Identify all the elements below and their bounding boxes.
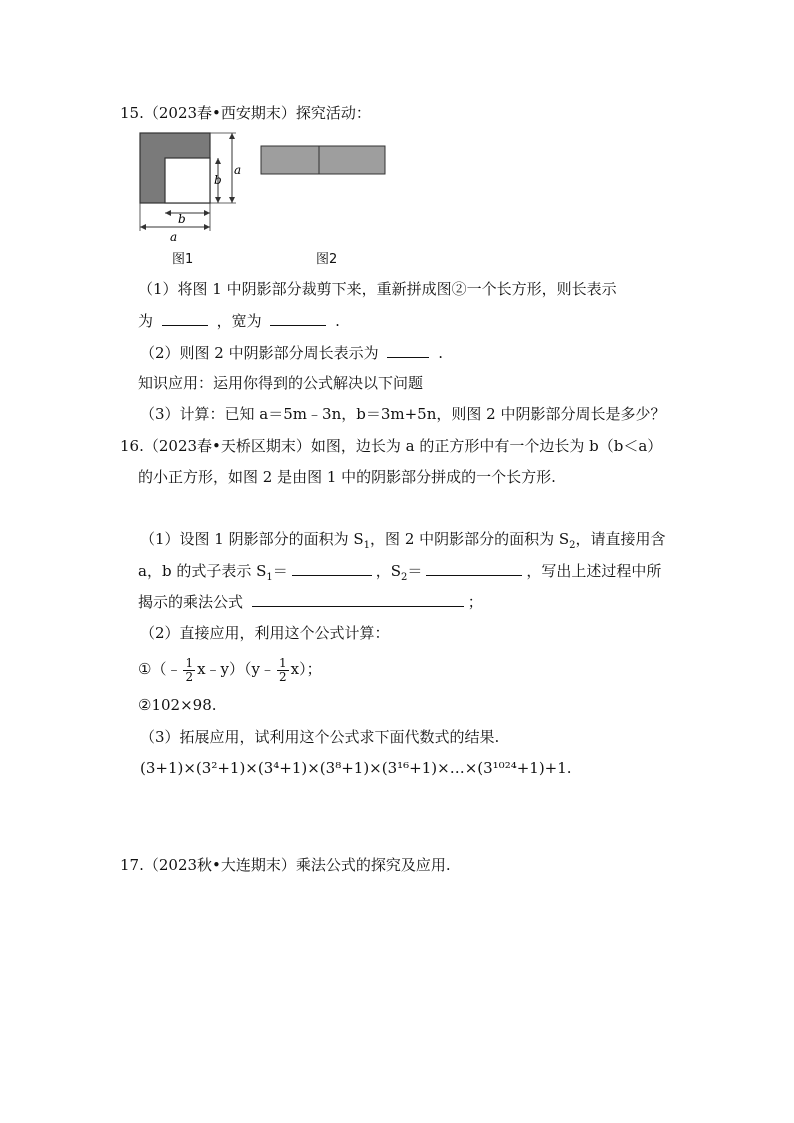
text: 揭示的乘法公式 <box>138 593 244 611</box>
text: ，图 2 中阴影部分的面积为 S <box>370 530 570 548</box>
subscript: 2 <box>401 572 408 583</box>
answer-blank-s1 <box>292 561 372 576</box>
q16-part1-line3 <box>138 592 483 612</box>
text: x）； <box>290 660 322 678</box>
label-b-horizontal: b <box>178 212 186 226</box>
inner-square <box>165 158 210 203</box>
answer-blank-perimeter <box>387 343 429 358</box>
q15-part1: （1）将图 1 中阴影部分裁剪下来，重新拼成图②一个长方形，则长表示 <box>138 280 617 298</box>
text: ； <box>467 593 483 611</box>
text: ①（﹣ <box>138 660 182 678</box>
q16-expression-1 <box>138 656 322 684</box>
text: . <box>438 344 443 362</box>
text: ，S <box>375 562 402 580</box>
text: 为 <box>138 312 154 330</box>
text: ＝ <box>272 562 288 580</box>
label-a-vertical: a <box>234 163 242 177</box>
q16-line1: 16.（2023春•天桥区期末）如图，边长为 a 的正方形中有一个边长为 b（b＜a） <box>120 437 663 455</box>
q16-part3: （3）拓展应用，试利用这个公式求下面代数式的结果. <box>140 728 500 746</box>
fig2-caption: 图2 <box>316 252 338 267</box>
text: ，写出上述过程中所 <box>526 562 662 580</box>
text: （1）设图 1 阴影部分的面积为 S <box>140 530 364 548</box>
text: （2）则图 2 中阴影部分周长表示为 <box>140 344 379 362</box>
figure-1 <box>130 125 255 243</box>
figure-2 <box>260 145 388 177</box>
q15-knowledge: 知识应用：运用你得到的公式解决以下问题 <box>138 374 424 392</box>
text: ，宽为 <box>216 312 262 330</box>
denominator: 2 <box>185 669 194 684</box>
label-b-vertical: b <box>214 173 222 187</box>
q15-part3: （3）计算：已知 a＝5m﹣3n，b＝3m+5n，则图 2 中阴影部分周长是多少？ <box>140 405 666 423</box>
text: ＝ <box>407 562 423 580</box>
q16-product-expression: (3+1)×(3²+1)×(3⁴+1)×(3⁸+1)×(3¹⁶+1)×…×(3¹⁰²⁴+1)+1. <box>140 759 572 777</box>
denominator: 2 <box>279 669 287 684</box>
q16-expression-2: ②102×98. <box>138 696 217 714</box>
q16-line2: 的小正方形，如图 2 是由图 1 中的阴影部分拼成的一个长方形. <box>138 468 556 486</box>
fig1-caption: 图1 <box>172 252 194 267</box>
text: x﹣y）（y﹣ <box>197 660 276 678</box>
text: ，请直接用含 <box>575 530 666 548</box>
answer-blank-s2 <box>426 561 522 576</box>
answer-blank-length <box>162 311 208 326</box>
q15-header: 15.（2023春•西安期末）探究活动： <box>120 104 371 122</box>
q17-header: 17.（2023秋•大连期末）乘法公式的探究及应用. <box>120 856 451 874</box>
answer-blank-width <box>270 311 326 326</box>
q16-part2: （2）直接应用，利用这个公式计算： <box>140 624 390 642</box>
subscript: 1 <box>266 572 273 583</box>
q15-part2 <box>140 343 443 363</box>
numerator: 1 <box>279 655 287 670</box>
subscript: 1 <box>363 540 371 551</box>
fraction-half <box>277 657 289 684</box>
q16-part1-line1 <box>140 529 666 556</box>
text: . <box>335 312 340 330</box>
subscript: 2 <box>569 540 576 551</box>
answer-blank-formula <box>252 592 464 607</box>
numerator: 1 <box>185 655 194 670</box>
q16-part1-line2 <box>138 561 661 588</box>
label-a-horizontal: a <box>170 230 178 243</box>
fraction-half <box>183 657 195 684</box>
text: a，b 的式子表示 S <box>138 562 267 580</box>
q15-part1-cont <box>138 311 340 331</box>
